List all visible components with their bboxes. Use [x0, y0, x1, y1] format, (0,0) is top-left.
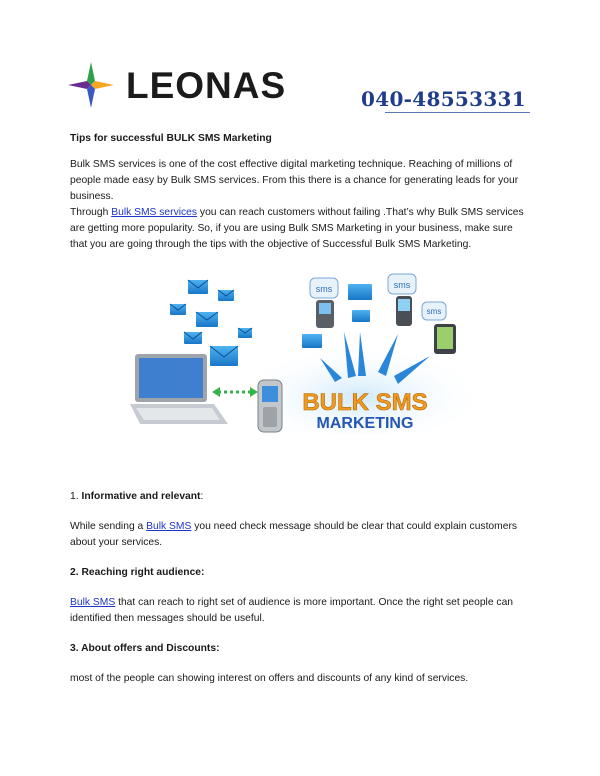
article-title: Tips for successful BULK SMS Marketing: [70, 133, 272, 144]
tip-1-body: [70, 519, 532, 551]
tip-2-suffix: that can reach to right set of audience is more important. Once the right set people can identified then messages should be useful.: [70, 597, 514, 624]
tip-1-heading: [70, 489, 532, 505]
tip-1-prefix: While sending a: [70, 521, 147, 532]
bulk-sms-banner-text: BULK SMS: [302, 389, 428, 416]
header: [68, 62, 530, 114]
envelope-icons: [170, 280, 252, 366]
header-divider: [385, 112, 530, 113]
mobile-phone-icon: [258, 380, 282, 432]
sms-bubble-left: sms: [315, 284, 333, 294]
intro-paragraph: Bulk SMS services is one of the cost effective digital marketing technique. Reaching of millions of people made easy by Bulk SMS services. From this there is a chance for generating leads for your business.: [70, 159, 519, 202]
logo-wordmark: LEONAS: [126, 65, 287, 106]
leonas-logo-icon: [68, 62, 114, 108]
second-paragraph: [70, 205, 532, 253]
transfer-arrow-icon: [212, 387, 258, 397]
bulk-sms-link-1[interactable]: Bulk SMS: [146, 521, 192, 532]
sms-bubble-right: sms: [393, 280, 411, 290]
tip-3-body: most of the people can showing interest on offers and discounts of any kind of services.: [70, 673, 469, 684]
p2-prefix: Through: [70, 207, 112, 218]
bulk-sms-services-link[interactable]: Bulk SMS services: [111, 207, 198, 218]
sms-bubble-small: sms: [426, 307, 442, 316]
p2-suffix: you can reach customers without failing .That’s why Bulk SMS services are getting more popularity. So, if you are using Bulk SMS Marketing in your business, make sure that you are going through the tips with the objective of Successful Bulk SMS Marketing.: [70, 207, 524, 250]
marketing-banner-text: MARKETING: [316, 415, 414, 432]
tip-2-heading: 2. Reaching right audience:: [70, 567, 205, 578]
tip-2-body: [70, 595, 532, 627]
tip-3-heading: 3. About offers and Discounts:: [70, 643, 220, 654]
tip-1-number: 1.: [70, 491, 79, 502]
tip-1-title: Informative and relevant: [81, 491, 201, 502]
bulk-sms-link-2[interactable]: Bulk SMS: [70, 597, 116, 608]
phone-number: 040-48553331: [361, 87, 526, 111]
tip-1-suffix: you need check message should be clear that could explain customers about your services.: [70, 521, 518, 548]
bulk-sms-illustration: [130, 272, 475, 434]
tip-1-colon: :: [200, 491, 204, 502]
